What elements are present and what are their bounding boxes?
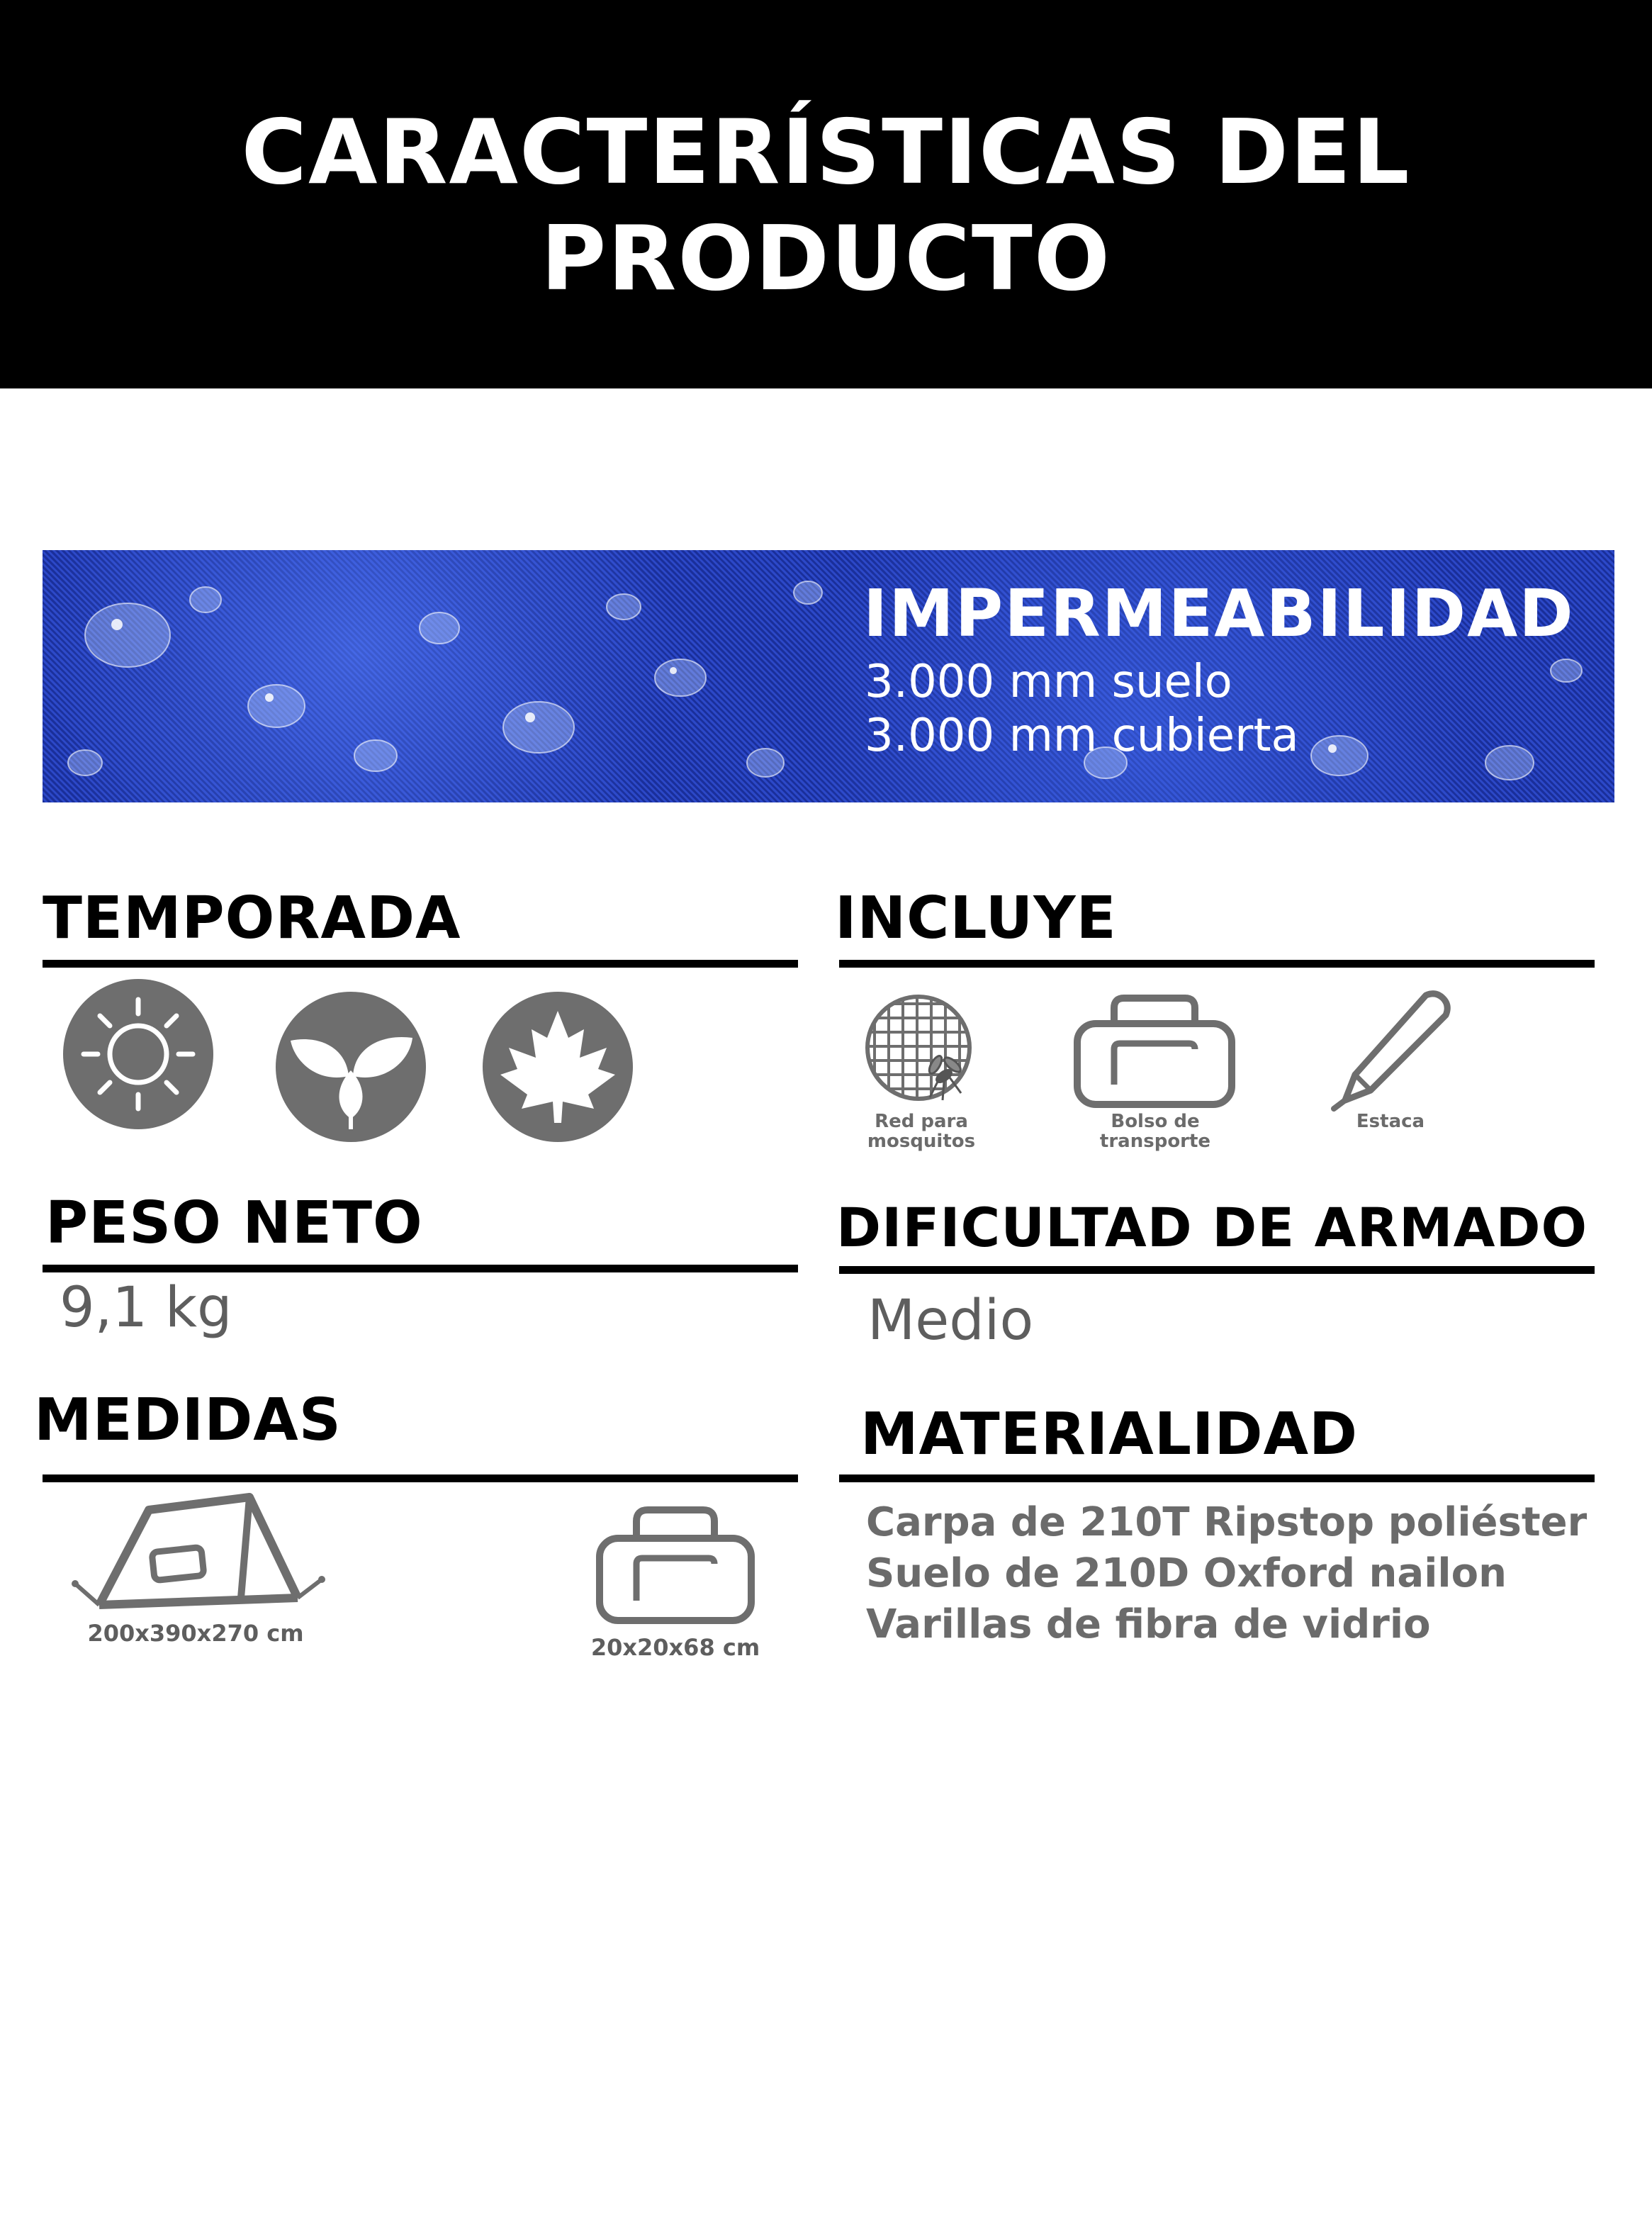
waterproof-heading: IMPERMEABILIDAD (863, 576, 1575, 651)
mosquito-net-icon (865, 994, 978, 1107)
waterproof-banner (43, 550, 1614, 802)
incluye-title: INCLUYE (835, 885, 1117, 952)
mosquito-net-caption (843, 1112, 999, 1151)
materialidad-divider (839, 1474, 1595, 1482)
materialidad-title: MATERIALIDAD (860, 1401, 1359, 1468)
leaves-icon (275, 991, 427, 1143)
carry-bag-caption-line-2: transporte (1099, 1131, 1211, 1152)
dificultad-title: DIFICULTAD DE ARMADO (836, 1196, 1588, 1259)
temporada-title: TEMPORADA (43, 885, 461, 952)
carry-bag-icon (1073, 992, 1236, 1109)
maple-leaf-icon (482, 991, 634, 1143)
dificultad-value: Medio (867, 1289, 1034, 1353)
stake-caption (1313, 1112, 1468, 1131)
carry-bag-caption-line-1: Bolso de (1111, 1111, 1200, 1132)
material-line-floor: Suelo de 210D Oxford nailon (866, 1550, 1507, 1596)
material-line-tent: Carpa de 210T Ripstop poliéster (866, 1499, 1588, 1545)
stake-caption-line-1: Estaca (1356, 1111, 1425, 1132)
page-title-line-1: CARACTERÍSTICAS DEL (241, 100, 1411, 204)
waterproof-cover-spec: 3.000 mm cubierta (865, 710, 1299, 762)
stake-icon (1328, 990, 1453, 1112)
incluye-divider (839, 960, 1595, 968)
bag-dimensions: 20x20x68 cm (590, 1634, 760, 1661)
temporada-divider (43, 960, 798, 968)
page-title-line-2: PRODUCTO (541, 206, 1111, 310)
peso-neto-title: PESO NETO (45, 1190, 423, 1257)
header-banner (0, 0, 1652, 388)
medidas-title: MEDIDAS (34, 1387, 342, 1454)
tent-dimensions: 200x390x270 cm (87, 1620, 304, 1647)
mosquito-net-caption-line-1: Red para (875, 1111, 968, 1132)
tent-icon (71, 1492, 326, 1609)
peso-neto-value: 9,1 kg (60, 1276, 232, 1340)
medidas-divider (43, 1474, 798, 1482)
mosquito-net-caption-line-2: mosquitos (867, 1131, 976, 1152)
bag-icon (595, 1504, 755, 1625)
waterproof-floor-spec: 3.000 mm suelo (865, 656, 1232, 708)
carry-bag-caption (1077, 1112, 1233, 1151)
material-line-poles: Varillas de fibra de vidrio (866, 1601, 1431, 1647)
peso-neto-divider (43, 1265, 798, 1272)
sun-icon (62, 978, 214, 1130)
dificultad-divider (839, 1266, 1595, 1274)
page-title (0, 99, 1652, 312)
